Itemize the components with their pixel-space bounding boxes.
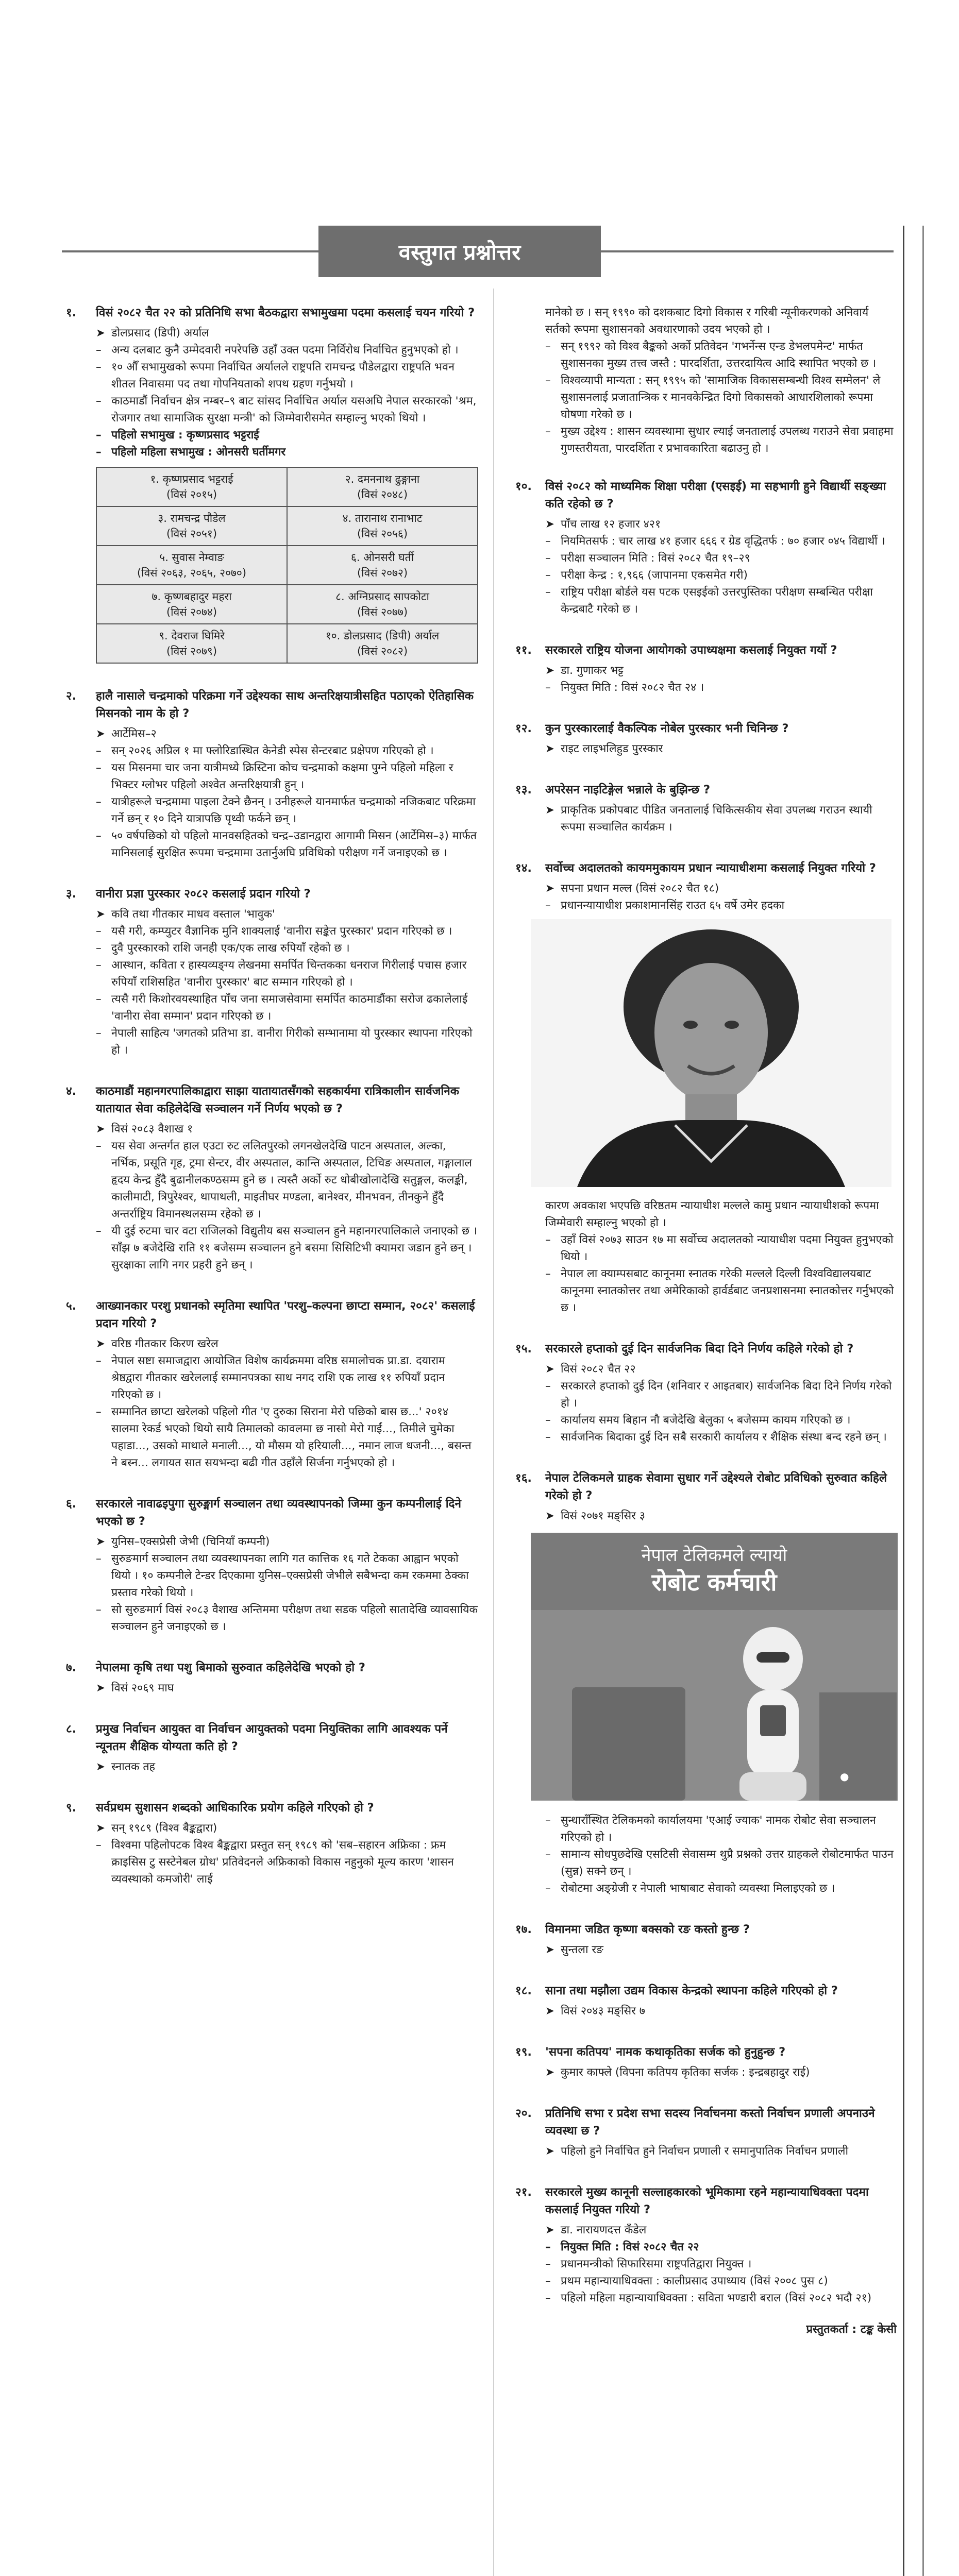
answer-text: स्नातक तह — [111, 1760, 155, 1773]
bullet-dash-icon: – — [96, 761, 102, 774]
bullet-dash-icon: – — [96, 361, 102, 374]
answer-text: सपना प्रधान मल्ल (विसं २०८२ चैत १८) — [561, 882, 719, 895]
table-row — [96, 585, 478, 624]
bullet-dash-icon: – — [96, 1027, 102, 1040]
answer-arrow-icon: ➤ — [545, 1363, 555, 1376]
bullet-dash-icon: – — [545, 569, 551, 582]
table-cell: ८. अग्निप्रसाद सापकोटा (विसं २०७७) — [287, 585, 478, 624]
bullet-text: दुवै पुरस्कारको राशि जनही एक/एक लाख रुपियाँ रहेको छ । — [111, 942, 350, 955]
bullet-dash-icon: – — [545, 552, 551, 565]
answer-arrow-icon: ➤ — [96, 1535, 106, 1548]
bullet-text: नियुक्त मिति : विसं २०८२ चैत २२ — [561, 2241, 699, 2253]
question-text: सरकारले हप्ताको दुई दिन सार्वजनिक बिदा दिने निर्णय कहिले गरेको हो ? — [545, 1342, 854, 1355]
bullet-dash-icon: – — [96, 1552, 102, 1565]
bullet-dash-icon: – — [96, 1603, 102, 1616]
continued-text — [515, 304, 897, 457]
question-number: १९. — [515, 2045, 532, 2059]
bullet-dash-icon: – — [545, 1882, 551, 1895]
question-16 — [515, 1469, 897, 1897]
bullet-dash-icon: – — [545, 2275, 551, 2287]
bullet-text: पहिलो महिला महान्यायाधिवक्ता : सविता भण्डारी बराल (विसं २०८२ भदौ २१) — [561, 2292, 872, 2304]
question-text: सर्वप्रथम सुशासन शब्दको आधिकारिक प्रयोग कहिले गरिएको हो ? — [96, 1801, 374, 1815]
answer-arrow-icon: ➤ — [545, 804, 555, 817]
table-cell: २. दमननाथ ढुङ्गाना (विसं २०४८) — [287, 467, 478, 506]
bullet-text: प्रथम महान्यायाधिवक्ता : कालीप्रसाद उपाध्याय (विसं २००८ पुस ८) — [561, 2275, 828, 2287]
bullet-text: सुन्धाराँस्थित टेलिकमको कार्यालयमा 'एआई ज्याक' नामक रोबोट सेवा सञ्चालन गरिएको हो । — [561, 1814, 876, 1844]
bullet-text: उहाँ विसं २०७३ साउन १७ मा सर्वोच्च अदालतको न्यायाधीश पदमा नियुक्त हुनुभएको थियो । — [561, 1233, 894, 1263]
bullet-dash-icon: – — [545, 586, 551, 599]
bullet-dash-icon: – — [96, 795, 102, 808]
question-text: साना तथा मझौला उद्यम विकास केन्द्रको स्थापना कहिले गरिएको हो ? — [545, 1984, 838, 1997]
answer-text: सुन्तला रङ — [561, 1943, 603, 1956]
bullet-dash-icon: – — [96, 446, 102, 459]
bullet-dash-icon: – — [545, 1814, 551, 1827]
bullet-dash-icon: – — [96, 1140, 102, 1153]
table-row — [96, 467, 478, 506]
question-19 — [515, 2043, 897, 2081]
bullet-text: सार्वजनिक बिदाका दुई दिन सबै सरकारी कार्यालय र शैक्षिक संस्था बन्द रहने छन् । — [561, 1431, 887, 1444]
bullet-dash-icon: – — [545, 1233, 551, 1246]
table-cell: ५. सुवास नेम्वाङ (विसं २०६३, २०६५, २०७०) — [96, 546, 287, 585]
answer-arrow-icon: ➤ — [96, 727, 106, 740]
question-6 — [66, 1495, 478, 1635]
question-text: विसं २०८२ चैत २२ को प्रतिनिधि सभा बैठकद्वारा सभामुखमा पदमा कसलाई चयन गरियो ? — [96, 306, 475, 319]
column-divider — [493, 289, 494, 2576]
bullet-dash-icon: – — [545, 1267, 551, 1280]
bullet-text: विश्वमा पहिलोपटक विश्व बैङ्कद्वारा प्रस्तुत सन् १९८९ को 'सब–सहारन अफ्रिका : फ्रम क्राइसिस टु सस्टेनेबल ग्रोथ' प्रतिवेदनले अफ्रिकाको विकास नहुनुको मूल्य कारण 'शासन व्यवस्थाको कमजोरी' लाई — [111, 1839, 454, 1886]
bullet-dash-icon: – — [545, 1431, 551, 1444]
answer-text: वरिष्ठ गीतकार किरण खरेल — [111, 1337, 218, 1350]
question-text: विमानमा जडित कृष्णा बक्सको रङ कस्तो हुन्छ ? — [545, 1923, 750, 1936]
bullet-text: पहिलो सभामुख : कृष्णप्रसाद भट्टराई — [111, 429, 259, 442]
question-2 — [66, 687, 478, 861]
bullet-text: नेपाल ला क्याम्पसबाट कानूनमा स्नातक गरेकी मल्लले दिल्ली विश्वविद्यालयबाट कानूनमा स्नातकोत्तर तथा अमेरिकाको हार्वर्डबाट जनप्रशासनमा स्नातकोत्तर गर्नुभएको छ । — [561, 1267, 894, 1314]
bullet-text: सरकारले हप्ताको दुई दिन (शनिवार र आइतबार) सार्वजनिक बिदा दिने निर्णय गरेको हो । — [561, 1380, 892, 1410]
answer-text: युनिस–एक्सप्रेसी जेभी (चिनियाँ कम्पनी) — [111, 1535, 270, 1548]
table-cell: ३. रामचन्द्र पौडेल (विसं २०५१) — [96, 506, 287, 546]
bullet-dash-icon: – — [545, 899, 551, 912]
answer-text: पाँच लाख १२ हजार ४२१ — [561, 518, 661, 531]
question-number: ११. — [515, 643, 532, 657]
bullet-text: अन्य दलबाट कुनै उम्मेदवारी नपरेपछि उहाँ उक्त पदमा निर्विरोध निर्वाचित हुनुभएको हो । — [111, 344, 459, 357]
question-number: ३. — [66, 887, 77, 901]
bullet-text: राष्ट्रिय परीक्षा बोर्डले यस पटक एसइईको उत्तरपुस्तिका परीक्षण सम्बन्धित परीक्षा केन्द्रबाटै गरेको छ । — [561, 586, 873, 616]
answer-arrow-icon: ➤ — [545, 882, 555, 895]
bullet-text: नियुक्त मिति : विसं २०८२ चैत २४ । — [561, 681, 704, 694]
bullet-dash-icon: – — [96, 942, 102, 955]
question-number: १. — [66, 306, 77, 319]
bullet-text: सामान्य सोधपुछदेखि एसटिसी सेवासम्म थुप्रै प्रश्नको उत्तर ग्राहकले रोबोटमार्फत पाउन (सुन्न) सक्ने छन् । — [561, 1848, 894, 1878]
question-14 — [515, 859, 897, 1316]
bullet-dash-icon: – — [96, 829, 102, 842]
answer-arrow-icon: ➤ — [96, 327, 106, 340]
bullet-dash-icon: – — [96, 993, 102, 1006]
question-21 — [515, 2183, 897, 2338]
bullet-text: ५० वर्षपछिको यो पहिलो मानवसहितको चन्द्र–उडानद्वारा आगामी मिसन (आर्टेमिस–३) मार्फत मानिसलाई सुरक्षित रूपमा चन्द्रमामा उतार्नुअघि प्रविधिको परीक्षण गर्ने जनाइएको छ । — [111, 829, 477, 859]
question-text: सरकारले मुख्य कानूनी सल्लाहकारको भूमिकामा रहने महान्यायाधिवक्ता पदमा कसलाई नियुक्त गरियो ? — [545, 2185, 869, 2216]
header-right-rule — [601, 250, 894, 252]
question-text: नेपाल टेलिकमले ग्राहक सेवामा सुधार गर्ने उद्देश्यले रोबोट प्रविधिको सुरुवात कहिले गरेको हो ? — [545, 1471, 887, 1502]
answer-text: प्राकृतिक प्रकोपबाट पीडित जनतालाई चिकित्सकीय सेवा उपलब्ध गराउन स्थायी रूपमा सञ्चालित कार्यक्रम । — [561, 804, 872, 834]
question-4 — [66, 1082, 478, 1274]
left-column — [66, 304, 478, 1911]
bullet-dash-icon: – — [545, 1414, 551, 1427]
question-9 — [66, 1799, 478, 1888]
question-text: आख्यानकार परशु प्रधानको स्मृतिमा स्थापित 'परशु–कल्पना छाप्टा सम्मान, २०८२' कसलाई प्रदान गरियो ? — [96, 1299, 475, 1330]
question-number: २. — [66, 689, 77, 703]
bullet-dash-icon: – — [96, 395, 102, 408]
bullet-text: कार्यालय समय बिहान नौ बजेदेखि बेलुका ५ बजेसम्म कायम गरिएको छ । — [561, 1414, 851, 1427]
question-text: अपरेसन नाइटिङ्गेल भन्नाले के बुझिन्छ ? — [545, 783, 711, 796]
answer-text: कवि तथा गीतकार माधव वस्ताल 'भावुक' — [111, 908, 275, 921]
question-13 — [515, 781, 897, 836]
continued-paragraph: कारण अवकाश भएपछि वरिष्ठतम न्यायाधीश मल्लले कामु प्रधान न्यायाधीशको रूपमा जिम्मेवारी सम्हाल्नु भएको हो । — [545, 1199, 879, 1229]
speakers-table — [96, 467, 478, 664]
question-text: प्रमुख निर्वाचन आयुक्त वा निर्वाचन आयुक्तको पदमा नियुक्तिका लागि आवश्यक पर्ने न्यूनतम शैक्षिक योग्यता कति हो ? — [96, 1722, 448, 1753]
bullet-text: यस मिसनमा चार जना यात्रीमध्ये क्रिस्टिना कोच चन्द्रमाको कक्षमा पुग्ने पहिलो महिला र भिक्टर ग्लोभर पहिलो अश्वेत अन्तरिक्षयात्री हुन् । — [111, 761, 453, 791]
bullet-text: यी दुई रुटमा चार वटा राजिलको विद्युतीय बस सञ्चालन हुने महानगरपालिकाले जनाएको छ । साँझ ७ बजेदेखि राति ११ बजेसम्म सञ्चालन हुने बसमा सिसिटिभी क्यामरा जडान हुने छन् । सुरक्षाका लागि नगर प्रहरी हुने छन् । — [111, 1225, 478, 1272]
answer-arrow-icon: ➤ — [545, 518, 555, 531]
question-1 — [66, 304, 478, 664]
question-11 — [515, 641, 897, 696]
answer-text: पहिलो हुने निर्वाचित हुने निर्वाचन प्रणाली र समानुपातिक निर्वाचन प्रणाली — [561, 2145, 849, 2158]
bullet-dash-icon: – — [545, 1380, 551, 1393]
bullet-text: यस सेवा अन्तर्गत हाल एउटा रुट ललितपुरको लगनखेलदेखि पाटन अस्पताल, अल्का, नर्भिक, प्रसूति गृह, ट्रमा सेन्टर, वीर अस्पताल, कान्ति अस्पताल, टिचिङ अस्पताल, गङ्गालाल हृदय केन्द्र हुँदै बुढानीलकण्ठसम्म हुने छ । त्यस्तै अर्को रुट धोबीखोलादेखि सतुङ्गल, कलङ्की, कालीमाटी, त्रिपुरेश्वर, थापाथली, माइतीघर मण्डला, बानेश्वर, मीनभवन, तीनकुने हुँदै अन्तर्राष्ट्रिय विमानस्थलसम्म रहेको छ । — [111, 1140, 472, 1221]
bullet-text: सुरुङमार्ग सञ्चालन तथा व्यवस्थापनका लागि गत कात्तिक १६ गते टेकका आह्वान भएको थियो । १० कम्पनीले टेन्डर दिएकामा युनिस–एक्सप्रेसी जेभीले सबैभन्दा कम रकममा ठेक्का प्रस्ताव गरेको थियो । — [111, 1552, 469, 1599]
bullet-dash-icon: – — [545, 535, 551, 548]
bullet-text: सो सुरुङमार्ग विसं २०८३ वैशाख अन्तिममा परीक्षण तथा सडक पहिलो सातादेखि व्यावसायिक सञ्चालन हुने जनाइएको छ । — [111, 1603, 478, 1633]
bullet-dash-icon: – — [545, 1848, 551, 1861]
bullet-dash-icon: – — [545, 2292, 551, 2304]
table-row — [96, 624, 478, 663]
question-number: १४. — [515, 861, 532, 875]
answer-arrow-icon: ➤ — [96, 1822, 106, 1835]
bullet-dash-icon: – — [96, 1225, 102, 1238]
bullet-text: विश्वव्यापी मान्यता : सन् १९९५ को 'सामाजिक विकाससम्बन्धी विश्व सम्मेलन' ले सुशासनलाई प्रजातान्त्रिक र मानवकेन्द्रित दिगो विकासको आधारशिलाको रूपमा घोषणा गरेको छ । — [561, 374, 881, 421]
question-number: ५. — [66, 1299, 77, 1313]
robot-news-image — [531, 1533, 898, 1801]
question-text: सर्वोच्च अदालतको कायममुकायम प्रधान न्यायाधीशमा कसलाई नियुक्त गरियो ? — [545, 861, 876, 875]
answer-text: राइट लाइभलिहुड पुरस्कार — [561, 742, 663, 755]
table-cell: ७. कृष्णबहादुर महरा (विसं २०७४) — [96, 585, 287, 624]
bullet-text: पहिलो महिला सभामुख : ओनसरी घर्तीमगर — [111, 446, 286, 459]
bullet-dash-icon: – — [96, 959, 102, 972]
bullet-dash-icon: – — [545, 2258, 551, 2270]
question-number: १२. — [515, 722, 532, 735]
right-column — [515, 304, 897, 2338]
question-5 — [66, 1297, 478, 1471]
question-number: १७. — [515, 1923, 532, 1936]
bullet-dash-icon: – — [96, 925, 102, 938]
table-cell: ९. देवराज घिमिरे (विसं २०७९) — [96, 624, 287, 663]
table-row — [96, 546, 478, 585]
question-text: नेपालमा कृषि तथा पशु बिमाको सुरुवात कहिलेदेखि भएको हो ? — [96, 1661, 365, 1674]
question-7 — [66, 1659, 478, 1697]
bullet-text: सम्मानित छाप्टा खरेलको पहिलो गीत 'ए दुरुका सिराना मेरो पछिको बास छ...' २०१४ सालमा रेकर्ड भएको थियो सायै तिमालको कावलमा छ नासो मेरो गाईं..., तिमीले चुमेका पहाडा..., उसको माथाले मनाली..., यो मौसम यो हरियाली..., नमान लाज धजनी..., बसन्त ने बस्न... लगायत सात सयभन्दा बढी गीत उहाँले सिर्जना गर्नुभएको हो । — [111, 1405, 472, 1469]
answer-arrow-icon: ➤ — [96, 1760, 106, 1773]
robot-image-caption-line2: रोबोट कर्मचारी — [651, 1568, 777, 1596]
presenter-credit: प्रस्तुतकर्ता : टङ्क केसी — [806, 2323, 897, 2336]
question-number: २०. — [515, 2107, 532, 2120]
bullet-text: १० औँ सभामुखको रूपमा निर्वाचित अर्यालले राष्ट्रपति रामचन्द्र पौडेलद्वारा राष्ट्रपति भवन शीतल निवासमा पद तथा गोपनियताको शपथ ग्रहण गर्नुभयो । — [111, 361, 455, 391]
answer-text: विसं २०६९ माघ — [111, 1682, 174, 1694]
question-number: ९. — [66, 1801, 77, 1815]
bullet-dash-icon: – — [96, 1354, 102, 1367]
answer-text: विसं २०८२ चैत २२ — [561, 1363, 636, 1376]
answer-arrow-icon: ➤ — [545, 2145, 555, 2158]
answer-arrow-icon: ➤ — [96, 1682, 106, 1694]
question-text: हालै नासाले चन्द्रमाको परिक्रमा गर्ने उद्देश्यका साथ अन्तरिक्षयात्रीसहित पठाएको ऐतिहासिक मिसनको नाम के हो ? — [96, 689, 474, 720]
question-20 — [515, 2105, 897, 2160]
question-text: प्रतिनिधि सभा र प्रदेश सभा सदस्य निर्वाचनमा कस्तो निर्वाचन प्रणाली अपनाउने व्यवस्था छ ? — [545, 2107, 875, 2138]
bullet-text: सन् १९९२ को विश्व बैङ्कको अर्को प्रतिवेदन 'गभर्नेन्स एन्ड डेभलपमेन्ट' मार्फत सुशासनका मुख्य तत्त्व जस्तै : पारदर्शिता, उत्तरदायित्व आदि स्थापित भएको छ । — [561, 340, 877, 370]
bullet-dash-icon: – — [545, 681, 551, 694]
answer-text: विसं २०४३ मङ्सिर ७ — [561, 2005, 645, 2018]
question-17 — [515, 1921, 897, 1958]
portrait-photo — [531, 919, 891, 1187]
bullet-text: परीक्षा केन्द्र : १,९६६ (जापानमा एकसमेत गरी) — [561, 569, 748, 582]
header-left-rule — [62, 250, 318, 252]
question-18 — [515, 1982, 897, 2020]
question-15 — [515, 1340, 897, 1446]
bullet-dash-icon: – — [96, 1405, 102, 1418]
table-cell: ४. तारानाथ रानाभाट (विसं २०५६) — [287, 506, 478, 546]
question-text: सरकारले नावाढइपुगा सुरुङ्मार्ग सञ्चालन तथा व्यवस्थापनको जिम्मा कुन कम्पनीलाई दिने भएको छ ? — [96, 1497, 461, 1528]
bullet-text: मुख्य उद्देश्य : शासन व्यवस्थामा सुधार ल्याई जनतालाई उपलब्ध गराउने सेवा प्रवाहमा गुणस्तरीयता, पारदर्शिता र प्रभावकारिता बढाउनु हो । — [561, 425, 894, 455]
bullet-dash-icon: – — [96, 429, 102, 442]
bullet-text: नियमितसर्फ : चार लाख ४१ हजार ६६६ र ग्रेड वृद्धितर्फ : ७० हजार ०४५ विद्यार्थी । — [561, 535, 885, 548]
bullet-text: प्रधानन्यायाधीश प्रकाशमानसिंह राउत ६५ वर्षे उमेर हदका — [561, 899, 785, 912]
bullet-text: परीक्षा सञ्चालन मिति : विसं २०८२ चैत १९–२९ — [561, 552, 750, 565]
bullet-text: नेपाली साहित्य 'जगतको प्रतिभा डा. वानीरा गिरीको सम्भानामा यो पुरस्कार स्थापना गरिएको हो । — [111, 1027, 473, 1057]
bullet-text: सन् २०२६ अप्रिल १ मा फ्लोरिडास्थित केनेडी स्पेस सेन्टरबाट प्रक्षेपण गरिएको हो । — [111, 744, 434, 757]
question-text: वानीरा प्रज्ञा पुरस्कार २०८२ कसलाई प्रदान गरियो ? — [96, 887, 311, 901]
question-text: काठमाडौं महानगरपालिकाद्वारा साझा यातायातसँगको सहकार्यमा रात्रिकालीन सार्वजनिक यातायात सेवा कहिलेदेखि सञ्चालन गर्ने निर्णय भएको छ ? — [96, 1084, 459, 1115]
bullet-text: यात्रीहरूले चन्द्रमामा पाइला टेक्ने छैनन् । उनीहरूले यानमार्फत चन्द्रमाको नजिकबाट परिक्रमा गर्ने छन् र १० दिने यात्रापछि पृथ्वी फर्कने छन् । — [111, 795, 476, 825]
answer-text: विसं २०८३ वैशाख १ — [111, 1123, 193, 1136]
question-text: सरकारले राष्ट्रिय योजना आयोगको उपाध्यक्षमा कसलाई नियुक्त गर्यो ? — [545, 643, 837, 657]
question-8 — [66, 1720, 478, 1775]
answer-text: आर्टेमिस–२ — [111, 727, 157, 740]
question-number: ४. — [66, 1084, 77, 1098]
question-text: कुन पुरस्कारलाई वैकल्पिक नोबेल पुरस्कार भनी चिनिन्छ ? — [545, 722, 789, 735]
answer-text: डोलप्रसाद (डिपी) अर्याल — [111, 327, 209, 340]
answer-arrow-icon: ➤ — [545, 2066, 555, 2079]
question-number: १३. — [515, 783, 532, 796]
question-text: 'सपना कतिपय' नामक कथाकृतिका सर्जक को हुनुहुन्छ ? — [545, 2045, 786, 2059]
question-12 — [515, 720, 897, 757]
bullet-dash-icon: – — [545, 374, 551, 387]
page-edge-rule — [903, 226, 904, 2576]
answer-arrow-icon: ➤ — [545, 2224, 555, 2236]
bullet-text: आस्थान, कविता र हास्यव्यङ्ग्य लेखनमा समर्पित चिन्तकका धनराज गिरीलाई पचास हजार रुपियाँ राशिसहित 'वानीरा पुरस्कार' बाट सम्मान गरिएको हो । — [111, 959, 467, 989]
bullet-text: यसै गरी, कम्प्युटर वैज्ञानिक मुनि शाक्यलाई 'वानीरा सङ्केत पुरस्कार' प्रदान गरिएको छ । — [111, 925, 452, 938]
bullet-text: रोबोटमा अङ्ग्रेजी र नेपाली भाषाबाट सेवाको व्यवस्था मिलाइएको छ । — [561, 1882, 835, 1895]
answer-arrow-icon: ➤ — [545, 1510, 555, 1522]
bullet-dash-icon: – — [96, 344, 102, 357]
question-10 — [515, 478, 897, 618]
bullet-dash-icon: – — [96, 744, 102, 757]
answer-arrow-icon: ➤ — [545, 1943, 555, 1956]
bullet-dash-icon: – — [545, 425, 551, 438]
bullet-dash-icon: – — [545, 2241, 551, 2253]
answer-text: डा. गुणाकर भट्ट — [561, 664, 624, 677]
answer-arrow-icon: ➤ — [545, 742, 555, 755]
bullet-text: प्रधानमन्त्रीको सिफारिसमा राष्ट्रपतिद्वारा नियुक्त । — [561, 2258, 752, 2270]
answer-text: सन् १९८९ (विश्व बैङ्कद्वारा) — [111, 1822, 217, 1835]
answer-arrow-icon: ➤ — [96, 908, 106, 921]
portrait-illustration — [531, 919, 891, 1187]
answer-text: विसं २०७१ मङ्सिर ३ — [561, 1510, 645, 1522]
answer-text: डा. नारायणदत्त कँडेल — [561, 2224, 647, 2236]
question-text: विसं २०८२ को माध्यमिक शिक्षा परीक्षा (एसइई) मा सहभागी हुने विद्यार्थी सङ्ख्या कति रहेको छ ? — [545, 480, 886, 511]
question-number: १६. — [515, 1471, 532, 1485]
section-title: वस्तुगत प्रश्नोत्तर — [398, 239, 521, 265]
answer-arrow-icon: ➤ — [96, 1337, 106, 1350]
bullet-text: काठमाडौं निर्वाचन क्षेत्र नम्बर–९ बाट सांसद निर्वाचित अर्याल यसअघि नेपाल सरकारको 'श्रम, रोजगार तथा सामाजिक सुरक्षा मन्त्री' को जिम्मेवारीसमेत सम्हाल्नु भएको थियो । — [111, 395, 477, 425]
table-cell: १०. डोलप्रसाद (डिपी) अर्याल (विसं २०८२) — [287, 624, 478, 663]
table-row — [96, 506, 478, 546]
robot-image-caption-line1: नेपाल टेलिकमले ल्यायो — [641, 1545, 787, 1566]
page-edge-rule-outer — [922, 226, 924, 2576]
answer-arrow-icon: ➤ — [96, 1123, 106, 1136]
answer-text: कुमार काफ्ले (विपना कतिपय कृतिका सर्जक : इन्द्रबहादुर राई) — [561, 2066, 810, 2079]
bullet-dash-icon: – — [96, 1839, 102, 1852]
question-number: २१. — [515, 2185, 532, 2199]
question-number: १८. — [515, 1984, 532, 1997]
table-cell: ६. ओनसरी घर्ती (विसं २०७२) — [287, 546, 478, 585]
question-number: १०. — [515, 480, 532, 493]
answer-arrow-icon: ➤ — [545, 664, 555, 677]
question-number: १५. — [515, 1342, 532, 1355]
continued-paragraph: मानेको छ । सन् १९९० को दशकबाट दिगो विकास र गरिबी न्यूनीकरणको अनिवार्य सर्तको रूपमा सुशासनको अवधारणाको उदय भएको हो । — [545, 306, 869, 336]
table-cell: १. कृष्णप्रसाद भट्टराई (विसं २०१५) — [96, 467, 287, 506]
answer-arrow-icon: ➤ — [545, 2005, 555, 2018]
bullet-text: नेपाल सष्टा समाजद्वारा आयोजित विशेष कार्यक्रममा वरिष्ठ समालोचक प्रा.डा. दयाराम श्रेष्ठद्वारा गीतकार खरेललाई सम्मानपत्रका साथ नगद राशि एक लाख ११ रुपियाँ प्रदान गरिएको छ । — [111, 1354, 445, 1401]
question-number: ८. — [66, 1722, 77, 1736]
bullet-text: त्यसै गरी किशोरवयस्थाहित पाँच जना समाजसेवामा समर्पित काठमाडौंका सरोज ढकालेलाई 'वानीरा सेवा सम्मान' प्रदान गरिएको छ । — [111, 993, 468, 1023]
bullet-dash-icon: – — [545, 340, 551, 353]
question-3 — [66, 885, 478, 1059]
question-number: ७. — [66, 1661, 77, 1674]
svg-text:●: ● — [840, 1770, 849, 1783]
question-number: ६. — [66, 1497, 77, 1511]
